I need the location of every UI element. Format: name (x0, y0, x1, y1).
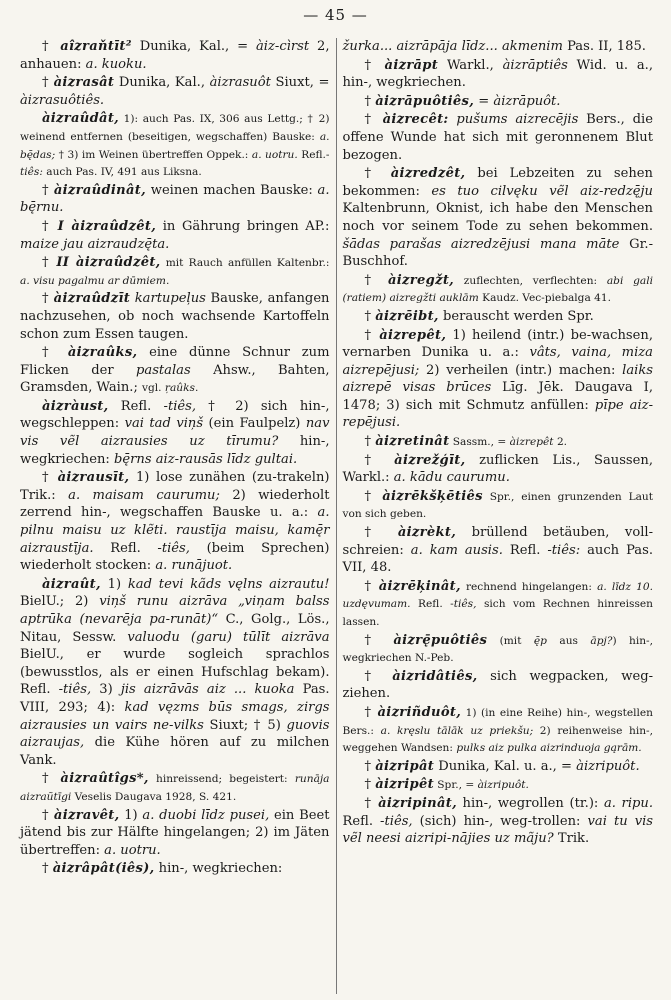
entry-text: zuflechten, verflechten: (454, 274, 607, 287)
dictionary-entry (20, 110, 330, 180)
entry-text: † 2) sich hin-, wegschleppen: (20, 398, 330, 432)
entry-text: in Gährung bringen AP.: (156, 218, 330, 234)
entry-text: Dunika, Kal. u. a., = (434, 758, 577, 774)
entry-text: † (364, 112, 383, 128)
entry-text: Refl. - (502, 542, 552, 558)
entry-text: 1) lose zunähen (zu-trakeln) Trik.: (20, 470, 330, 503)
entry-text: auch Pas. IV, 491 aus Liksna. (42, 166, 202, 179)
entry-headword: àizrâpât(iês), (52, 861, 155, 877)
entry-text: rechnend hingelangen: (460, 580, 598, 593)
entry-text: 2) reihenweise hin-, weggehen Wandsen: (342, 724, 654, 755)
entry-text: tiês, (63, 682, 92, 698)
entry-text: hin-, wegkriechen: (154, 861, 283, 877)
dictionary-entry (20, 860, 330, 878)
dictionary-entry (343, 57, 654, 92)
entry-text: runāja aizraũtīgi (20, 773, 330, 803)
entry-text: a. uotru. (251, 148, 298, 161)
entry-text: † (42, 75, 54, 91)
entry-text: † (42, 345, 68, 361)
entry-text: abi gali (ratiem) aizregžti auklām (342, 274, 653, 305)
entry-text: àizrasuôt (209, 75, 271, 91)
dictionary-entry (20, 182, 330, 217)
entry-headword: àizripinât, (378, 795, 457, 811)
entry-text: Spr., = (433, 779, 478, 792)
entry-text: Siuxt; † 5) (203, 717, 287, 733)
entry-text: hin-, wegkriechen: (20, 434, 330, 467)
entry-text: àizrāptiês (502, 57, 568, 73)
entry-headword: àizrecêt: (382, 112, 449, 128)
entry-text: a. ripu. (603, 795, 653, 811)
entry-text: àizrasuôtiês. (20, 92, 105, 108)
entry-text: † (364, 166, 391, 182)
entry-text: Wid. u. a., hin-, wegkriechen. (342, 57, 653, 91)
entry-headword: àizredzêt, (390, 166, 466, 182)
entry-text: Refl. - (93, 540, 162, 556)
entry-text: tiês: (20, 166, 43, 179)
entry-text: viņš runu aizrāva „viņam balss aptrūka (nevarēja pa-runāt)“ (20, 594, 330, 627)
entry-text: tiês: (551, 542, 581, 558)
dictionary-entry (343, 524, 654, 577)
entry-text: tiês, (453, 598, 477, 611)
entry-text: a. runājuot. (155, 558, 233, 574)
entry-text: vai tu vis vẽl neesi aizripi-nājies uz mãju? (342, 813, 654, 847)
entry-headword: àizripât (375, 758, 435, 774)
entry-text: Siuxt, = (270, 75, 330, 91)
entry-text: = (474, 93, 494, 109)
entry-text: (sich) hin-, weg-trollen: (412, 813, 588, 829)
entry-text: pušums aizrecējis (456, 112, 579, 128)
entry-text: a. kam ausis. (410, 542, 503, 558)
entry-text: Pas. II, 185. (562, 39, 646, 54)
left-column (14, 38, 337, 994)
entry-text: 1): auch Pas. IX, 306 aus Lettg.; † 2) weinend entfernen (beseitigen, wegschaffen) Bauske: (20, 113, 330, 143)
entry-text: Warkl., (438, 57, 503, 73)
entry-text: mit Rauch anfüllen Kaltenbr.: (160, 257, 330, 270)
dictionary-entry (20, 344, 330, 397)
entry-text: a. līdz 10. uzdęvumam. (342, 580, 653, 611)
entry-headword: àizraûtîgs*, (60, 771, 149, 787)
entry-text: sich wegpacken, weg-ziehen. (342, 668, 653, 702)
dictionary-entry (20, 770, 330, 805)
entry-text: ein Beet jätend bis zur Hälfte hingelangen; 2) im Jäten übertreffen: (20, 807, 330, 858)
entry-text: 1) heilend (intr.) be-wachsen, vernarben Dunika u. a.: (342, 327, 653, 361)
entry-headword: àizraûdzīt (53, 291, 131, 307)
entry-text: eine dünne Schnur zum Flicken der (20, 345, 330, 378)
entry-text: àizripuôt. (477, 779, 529, 792)
dictionary-entry (20, 576, 330, 770)
entry-text: Trik. (553, 831, 590, 847)
dictionary-entry (20, 290, 330, 343)
entry-text: † (42, 218, 58, 234)
dictionary-entry (343, 704, 654, 757)
entry-text: † (364, 93, 376, 109)
dictionary-entry (20, 469, 330, 575)
entry-text: † 3) im Weinen übertreffen Oppek.: (55, 148, 252, 161)
dictionary-entry (20, 254, 330, 289)
entry-headword: àizravêt, (53, 807, 120, 823)
entry-text: Dunika, Kal., (114, 75, 210, 91)
page-number: — 45 — (303, 6, 368, 24)
entry-text: jis aizrāvās aiz ... kuoka (120, 682, 295, 698)
entry-text: pīpe aiz-repē̄jusi. (342, 397, 653, 431)
entry-headword: àizràust, (42, 398, 109, 414)
entry-text: a. visu pagalmu ar dūmiem. (20, 274, 170, 287)
entry-text: Gr.-Buschhof. (342, 236, 654, 270)
entry-text: sich vom Rechnen hinreissen lassen. (342, 598, 653, 628)
dictionary-entry (343, 632, 654, 667)
entry-text: (ein Faulpelz) (203, 416, 306, 432)
entry-text: Bers., die offene Wunde hat sich mit geronnenem Blut bezogen. (342, 112, 653, 163)
entry-text: † (364, 57, 385, 73)
entry-text: guovis aizraujas, (20, 717, 330, 751)
entry-text: † (364, 704, 378, 720)
entry-text: àizrepêt (509, 436, 554, 449)
entry-text: (mit (487, 634, 534, 647)
entry-text: a. pilnu maisu uz klẽti. raustīja maisu, kamę̄r aizraustīja. (20, 505, 330, 556)
entry-headword: àizrēibt, (375, 308, 439, 324)
entry-text: weinen machen Bauske: (146, 182, 318, 198)
entry-text: Līg. Jēk. Daugava I, 1478; 3) sich mit Schmutz anfüllen: (342, 380, 654, 413)
entry-text: Refl. - (342, 813, 385, 829)
entry-text: BielU., er wurde sogleich sprachlos (bewusstlos, als er einen Hufschlag bekam). Refl. - (20, 647, 330, 698)
entry-text: 2. (553, 436, 568, 449)
entry-text: Kaltenbrunn, Oknist, ich habe den Menschen noch vor seinem Tode zu sehen bekommen. (342, 201, 653, 234)
entry-text: † (364, 434, 376, 450)
entry-text: † (42, 39, 61, 54)
entry-text: hin-, wegrollen (tr.): (456, 795, 604, 811)
dictionary-entry (343, 452, 654, 487)
entry-headword: àizridâtiês, (392, 668, 478, 684)
entry-text: † (364, 668, 393, 684)
entry-text: C., Golg., Lös., Nitau, Sessw. (20, 612, 330, 645)
dictionary-entry (343, 433, 654, 451)
entry-headword: II àizraûdzêt, (56, 255, 161, 271)
entry-text: Ahsw., Bahten, Gramsden, Wain.; (20, 362, 330, 396)
entry-text: berauscht werden Spr. (438, 308, 594, 324)
entry-text: † (42, 291, 54, 307)
entry-headword: àizrèkt, (397, 525, 457, 541)
entry-text: vgl. (142, 382, 165, 395)
entry-text: † (364, 488, 383, 504)
entry-text: žurka... aizrāpāja līdz... akmenim (342, 39, 563, 54)
entry-text: † (42, 182, 54, 198)
entry-headword: I àizraûdzêt, (57, 218, 157, 234)
entry-text: 2, anhauen: (20, 39, 330, 72)
entry-headword: àizraûks, (67, 345, 138, 361)
dictionary-entry (343, 327, 654, 433)
entry-text: kad tevi kãds vęlns aizrautu! (127, 576, 330, 592)
entry-headword: àizrę̄puôtiês (393, 632, 488, 648)
entry-text: ŗaûks. (164, 382, 199, 395)
entry-text: a. kādu caurumu. (393, 470, 510, 486)
entry-text: † (42, 861, 53, 877)
entry-text: Kaudz. Vec-piebalga 41. (478, 292, 611, 305)
entry-headword: àizraût, (42, 576, 101, 592)
entry-text: † (364, 578, 379, 594)
entry-text: àiz-cìrst (256, 39, 310, 54)
dictionary-entry (343, 578, 654, 631)
entry-text: Pas. VIII, 293; 4): (20, 682, 330, 715)
entry-text: 1) (100, 576, 128, 592)
dictionary-entry (343, 308, 654, 326)
entry-text: aus (546, 634, 591, 647)
dictionary-entry (20, 218, 330, 253)
entry-text: Sassm., = (449, 436, 510, 449)
entry-text: † (364, 758, 376, 774)
entry-text: 3) (91, 682, 121, 698)
entry-text: hinreissend; begeistert: (148, 773, 295, 786)
entry-text: † (42, 470, 58, 486)
entry-headword: àizregžt, (388, 272, 455, 288)
entry-text: † (364, 327, 380, 343)
entry-text: 2) wiederholt zerrend hin-, wegschaffen Bauske u. a.: (20, 487, 330, 521)
dictionary-entry (343, 165, 654, 271)
entry-text: maize jau aizraudzę̄ta. (20, 236, 170, 252)
entry-text: 2) verheilen (intr.) machen: (419, 362, 623, 378)
entry-text: a. kręslu tālāk uz priekšu; (380, 724, 534, 737)
entry-text: auch Pas. VII, 48. (342, 542, 653, 576)
entry-text: pulks aiz pulka aizrinduoja gąrām. (456, 742, 642, 755)
entry-headword: àizrasât (53, 75, 115, 91)
entry-text: ) hin-, wegkriechen N.-Peb. (342, 634, 653, 665)
columns (14, 38, 659, 994)
entry-text: † (364, 308, 376, 324)
entry-text: valuodu (garu) tūlīt aizrāva (127, 629, 330, 645)
entry-headword: àizretinât (375, 434, 450, 450)
entry-text: kartupeļus (134, 291, 206, 307)
entry-text: tiês, (384, 813, 413, 829)
entry-text: † (364, 452, 395, 468)
entry-headword: àizrēķinât, (378, 578, 461, 594)
dictionary-entry (343, 272, 654, 307)
entry-text: † (42, 807, 54, 823)
entry-text: zuflicken Lis., Saussen, Warkl.: (342, 452, 654, 486)
dictionary-entry (20, 74, 330, 109)
entry-text: àizripuôt. (576, 758, 640, 774)
right-column (337, 38, 660, 994)
dictionary-entry (343, 795, 654, 848)
entry-text: a. duobi līdz pusei, (142, 807, 270, 823)
dictionary-entry (343, 93, 654, 111)
entry-text: vai tad viņš (124, 416, 204, 432)
entry-headword: àizrāpuôtiês, (375, 93, 475, 109)
entry-text: pastalas (136, 362, 191, 378)
dictionary-entry (20, 38, 330, 73)
entry-text: a. uotru. (104, 842, 161, 858)
entry-text: a. maisam caurumu; (68, 487, 220, 503)
entry-text: laiks aizrepē visas brūces (342, 362, 653, 396)
entry-text: Spr., einen grunzenden Laut von sich geben. (342, 490, 654, 521)
entry-headword: àizripêt (375, 777, 434, 793)
entry-text: tiês, (161, 540, 190, 556)
entry-text: Refl.- (297, 148, 330, 161)
entry-text: 1) (in eine Reihe) hin-, wegstellen Bers.: (342, 706, 653, 737)
entry-text: tiês, (167, 398, 197, 414)
entry-text: àizrāpuôt. (493, 93, 561, 109)
entry-text: Veselis Daugava 1928, S. 421. (71, 790, 237, 803)
entry-headword: àizrausīt, (57, 470, 130, 486)
entry-text: Refl. - (410, 598, 454, 611)
entry-text: † (42, 255, 57, 271)
dictionary-entry (343, 758, 654, 776)
entry-text: 1) (119, 807, 143, 823)
entry-headword: àizrepêt, (379, 327, 447, 343)
entry-headword: àizrežģīt, (394, 452, 466, 468)
entry-text: āpj? (590, 634, 613, 647)
entry-text: a. bę̄das; (20, 130, 330, 161)
entry-headword: àizrāpt (384, 57, 439, 73)
entry-text: † (364, 272, 388, 288)
entry-text: (beim Sprechen) wiederholt stocken: (20, 540, 330, 574)
dictionary-entry (343, 668, 654, 703)
entry-text: bę̄rns aiz-rausās līdz gultai. (114, 451, 298, 467)
entry-text: † (42, 771, 61, 787)
entry-headword: àizriñduôt, (377, 704, 462, 720)
entry-text: nav vis vẽl aizrausies uz tīrumu? (20, 416, 330, 450)
entry-text: es tuo cilvęku vẽl aiz-redzę̄ju (431, 183, 653, 199)
entry-text: Dunika, Kal., = (131, 39, 256, 54)
entry-text: Refl. - (108, 398, 168, 414)
entry-text: a. bę̄rnu. (20, 182, 330, 216)
entry-text: † (364, 632, 394, 648)
entry-text: ę̄p (533, 634, 547, 647)
entry-headword: aîzraňtīt² (60, 39, 132, 54)
entry-text: bei Lebzeiten zu sehen bekommen: (342, 166, 653, 199)
entry-text: brüllend betäuben, voll-schreien: (342, 525, 653, 558)
entry-text: kad vęzms būs smags, zirgs aizrausies un vairs ne-vilks (20, 699, 330, 733)
dictionary-entry (343, 488, 654, 523)
entry-text: die Kühe hören auf zu milchen Vank. (20, 735, 330, 768)
entry-headword: àizrēkšķētiês (382, 488, 483, 504)
entry-text: šādas parašas aizredzē̄jusi mana māte (342, 236, 620, 252)
dictionary-entry (343, 111, 654, 164)
entry-text: † (364, 795, 379, 811)
dictionary-entry (20, 807, 330, 860)
entry-text: † (364, 777, 376, 793)
entry-text: a. kuoku. (85, 56, 147, 72)
entry-text: † (364, 525, 398, 541)
entry-text: vâts, vaina, miza aizrepē̄jusi; (342, 345, 653, 378)
dictionary-entry (343, 38, 654, 56)
entry-text: BielU.; 2) (20, 594, 100, 610)
dictionary-entry (20, 398, 330, 468)
dictionary-entry (343, 776, 654, 794)
entry-text: Bauske, anfangen nachzusehen, ob noch wachsende Kartoffeln schon zum Essen taugen. (20, 291, 330, 342)
entry-headword: àizraûdât, (42, 111, 120, 127)
entry-headword: àizraûdinât, (53, 182, 146, 198)
